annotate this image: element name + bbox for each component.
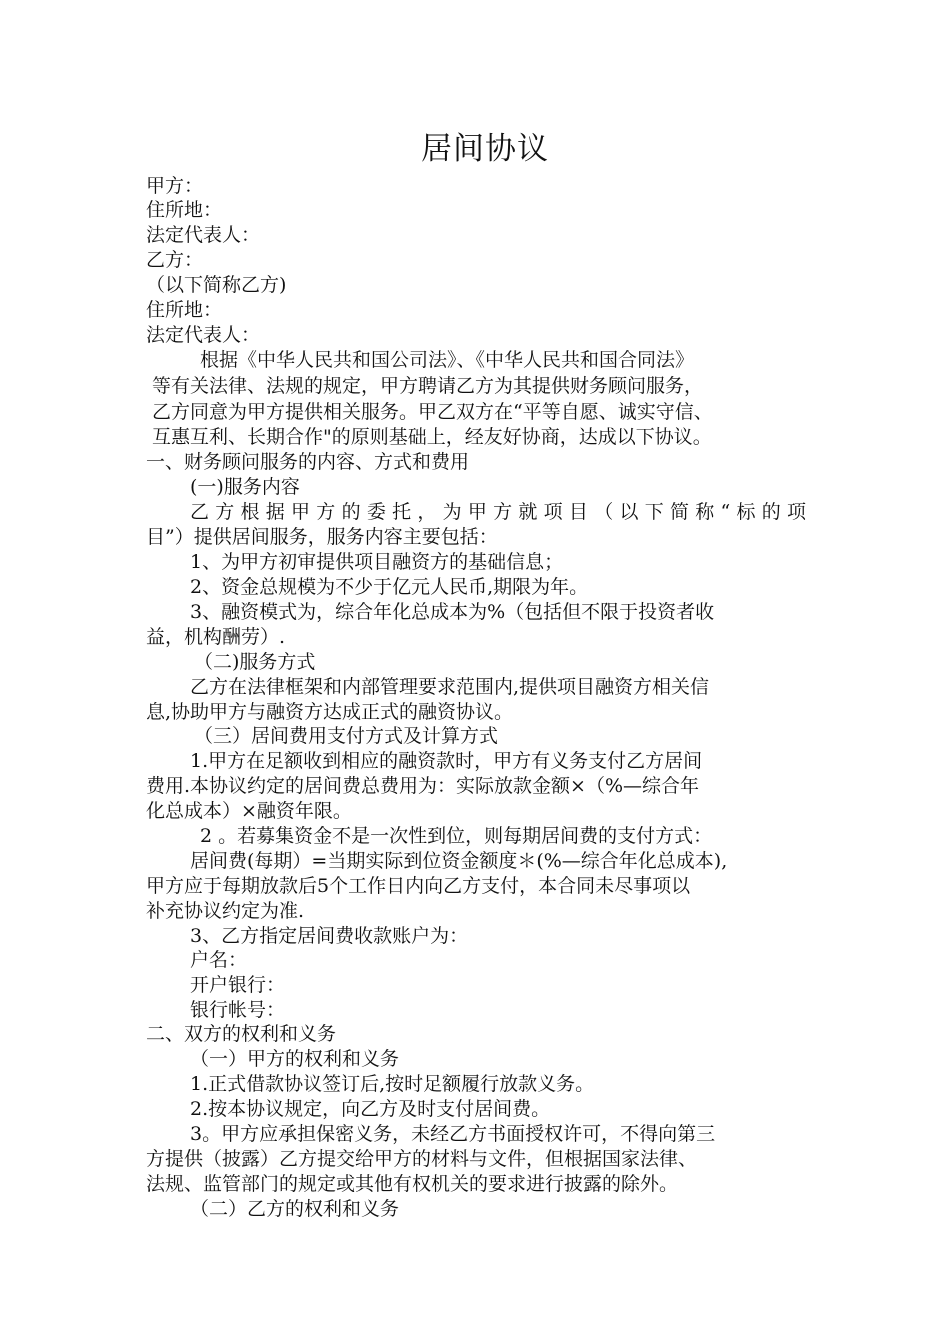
account-name-label: 户名： [190, 949, 248, 971]
document-title: 居间协议 [421, 131, 549, 167]
service-method-line: 息,协助甲方与融资方达成正式的融资协议。 [146, 701, 514, 723]
party-a-representative-label: 法定代表人： [146, 224, 261, 246]
fee-item-1-line: 化总成本）×融资年限。 [146, 800, 352, 822]
fee-item-2-formula-line: 甲方应于每期放款后5个工作日内向乙方支付，本合同未尽事项以 [146, 875, 691, 897]
preamble-line: 乙方同意为甲方提供相关服务。甲乙双方在“平等自愿、诚实守信、 [152, 401, 713, 423]
service-item-2: 2、资金总规模为不少于亿元人民币,期限为年。 [190, 576, 589, 598]
section-2-sub-2-heading: （二）乙方的权利和义务 [190, 1198, 400, 1220]
party-a-duty-2: 2.按本协议规定，向乙方及时支付居间费。 [190, 1098, 551, 1120]
bank-account-label: 银行帐号： [190, 999, 286, 1021]
service-content-line: 目”）提供居间服务，服务内容主要包括： [146, 526, 498, 548]
fee-item-2-formula-line: 居间费(每期）=当期实际到位资金额度＊(%—综合年化总成本), [190, 850, 728, 872]
party-a-label: 甲方： [146, 175, 204, 197]
party-b-representative-label: 法定代表人： [146, 324, 261, 346]
service-item-3-line: 益，机构酬劳）. [146, 626, 286, 648]
preamble-line: 根据《中华人民共和国公司法》、《中华人民共和国合同法》 [200, 349, 695, 371]
party-a-duty-3-line: 法规、监管部门的规定或其他有权机关的要求进行披露的除外。 [146, 1173, 679, 1195]
fee-item-2: 2 。若募集资金不是一次性到位，则每期居间费的支付方式： [200, 825, 713, 847]
party-b-abbreviation: （以下简称乙方) [146, 274, 287, 296]
section-1-sub-3-heading: （三）居间费用支付方式及计算方式 [194, 725, 499, 747]
party-b-label: 乙方： [146, 249, 204, 271]
party-b-address-label: 住所地： [146, 299, 223, 321]
fee-item-1-line: 费用.本协议约定的居间费总费用为：实际放款金额×（%—综合年 [146, 775, 700, 797]
service-method-line: 乙方在法律框架和内部管理要求范围内,提供项目融资方相关信 [190, 676, 710, 698]
service-content-line: 乙方根据甲方的委托，为甲方就项目（以下简称“标的项 [190, 501, 806, 523]
section-2-heading: 二、双方的权利和义务 [146, 1023, 337, 1045]
preamble-line: 互惠互利、长期合作"的原则基础上，经友好协商，达成以下协议。 [152, 426, 712, 448]
party-a-duty-3-line: 方提供（披露）乙方提交给甲方的材料与文件，但根据国家法律、 [146, 1148, 698, 1170]
party-a-duty-1: 1.正式借款协议签订后,按时足额履行放款义务。 [190, 1073, 595, 1095]
section-1-sub-1-heading: (一)服务内容 [190, 476, 300, 498]
bank-name-label: 开户银行： [190, 974, 286, 996]
fee-item-1-line: 1.甲方在足额收到相应的融资款时，甲方有义务支付乙方居间 [190, 750, 703, 772]
section-2-sub-1-heading: （一）甲方的权利和义务 [190, 1048, 400, 1070]
party-a-address-label: 住所地： [146, 199, 223, 221]
fee-item-2-formula-line: 补充协议约定为准. [146, 900, 305, 922]
preamble-line: 等有关法律、法规的规定，甲方聘请乙方为其提供财务顾问服务， [152, 375, 704, 397]
fee-item-3: 3、乙方指定居间费收款账户为： [190, 925, 469, 947]
service-item-1: 1、为甲方初审提供项目融资方的基础信息； [190, 551, 564, 573]
section-1-heading: 一、财务顾问服务的内容、方式和费用 [146, 451, 470, 473]
party-a-duty-3-line: 3。甲方应承担保密义务，未经乙方书面授权许可，不得向第三 [190, 1123, 716, 1145]
section-1-sub-2-heading: （二)服务方式 [194, 651, 316, 673]
service-item-3-line: 3、融资模式为，综合年化总成本为%（包括但不限于投资者收 [190, 601, 715, 623]
